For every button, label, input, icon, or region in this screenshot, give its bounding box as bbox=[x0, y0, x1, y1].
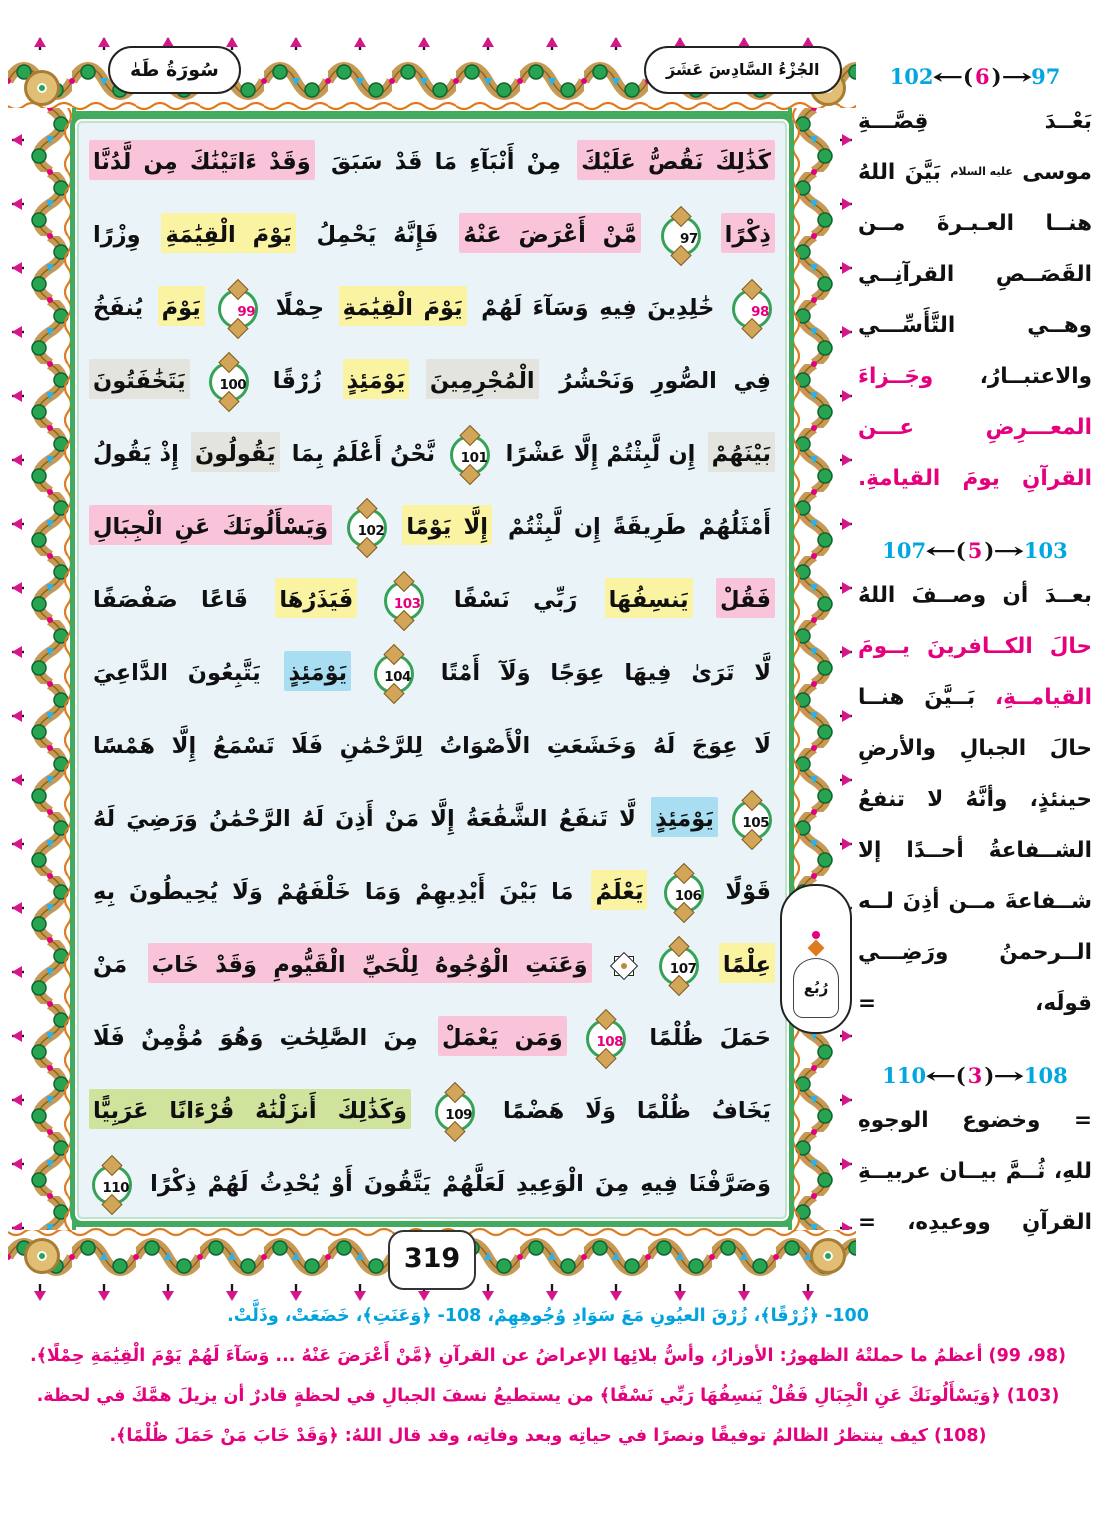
verse-number: 108 bbox=[596, 1033, 624, 1050]
range-end-number: 107 bbox=[882, 537, 927, 563]
commentary-line bbox=[858, 672, 1092, 723]
paren: ( bbox=[963, 63, 973, 89]
right-arrow-icon: → bbox=[993, 537, 1025, 563]
quran-line bbox=[89, 929, 775, 1002]
verse-number: 101 bbox=[460, 449, 488, 466]
commentary-line bbox=[858, 1197, 1092, 1248]
quran-frame bbox=[8, 34, 856, 1304]
verse-text: مَنْ bbox=[93, 952, 128, 978]
rub-label: رُبُع bbox=[793, 958, 839, 1018]
right-arrow-icon: → bbox=[993, 1062, 1025, 1088]
commentary-line bbox=[858, 402, 1092, 453]
commentary-text: بَيَّنَ اللهُ bbox=[858, 160, 951, 185]
verse-number: 104 bbox=[384, 668, 411, 685]
section-count: 5 bbox=[967, 537, 983, 563]
highlighted-verse-text: يَنسِفُهَا bbox=[605, 578, 693, 618]
commentary-line bbox=[858, 453, 1092, 504]
commentary-text: الــرحمنُ ورَضِـــي bbox=[858, 940, 1092, 965]
verse-range-header bbox=[858, 1055, 1092, 1095]
highlighted-verse-text: فَيَذَرُهَا bbox=[275, 578, 357, 618]
verse-text: أَمْثَلُهُمْ طَرِيقَةً إِن لَّبِثْتُمْ bbox=[508, 514, 771, 540]
commentary-line bbox=[858, 927, 1092, 978]
commentary-line bbox=[858, 978, 1092, 1029]
highlighted-verse-text: وَكَذَٰلِكَ أَنزَلْنَٰهُ قُرْءَانًا عَرَبِيًّا bbox=[89, 1089, 411, 1129]
surah-title-cartouche bbox=[108, 46, 241, 94]
highlighted-verse-text: يَوْمَئِذٍ bbox=[651, 797, 718, 837]
highlighted-verse-text: كَذَٰلِكَ نَقُصُّ عَلَيْكَ bbox=[577, 140, 775, 180]
highlighted-verse-text: يَوْمَئِذٍ bbox=[284, 651, 351, 691]
verse-medallion bbox=[659, 946, 699, 986]
commentary-line bbox=[858, 774, 1092, 825]
verse-medallion bbox=[664, 873, 704, 913]
verse-medallion bbox=[347, 508, 387, 548]
highlighted-verse-text: وَعَنَتِ الْوُجُوهُ لِلْحَيِّ الْقَيُّومِ وَقَدْ خَابَ bbox=[148, 943, 592, 983]
commentary-text: حينئذٍ، وأنَّهُ لا تنفعُ bbox=[858, 787, 1092, 812]
quran-line bbox=[89, 199, 775, 272]
verse-text: لَّا تَنفَعُ الشَّفَٰعَةُ إِلَّا مَنْ أَذِنَ لَهُ الرَّحْمَٰنُ وَرَضِيَ لَهُ bbox=[93, 806, 636, 832]
juz-title-cartouche bbox=[644, 46, 842, 94]
verse-number: 105 bbox=[742, 814, 769, 831]
commentary-text: شــفاعةَ مــن أذِنَ لــه bbox=[858, 889, 1092, 914]
highlighted-verse-text: يَقُولُونَ bbox=[191, 432, 280, 472]
commentary-line bbox=[858, 570, 1092, 621]
quran-line bbox=[89, 783, 775, 856]
commentary-text: القَصَــصِ القرآنِــي bbox=[858, 262, 1092, 287]
highlighted-verse-text: ذِكْرًا bbox=[721, 213, 775, 253]
paren: ) bbox=[984, 1062, 995, 1088]
verse-text: لَّا تَرَىٰ فِيهَا عِوَجًا وَلَآ أَمْتًا bbox=[440, 660, 771, 686]
left-arrow-icon: ← bbox=[932, 63, 965, 89]
verse-text: فِي الصُّورِ وَنَحْشُرُ bbox=[559, 368, 771, 394]
commentary-text: وهــي التَّأَسِّـــي bbox=[858, 313, 1092, 338]
highlighted-verse-text: يَعْلَمُ bbox=[591, 870, 647, 910]
verse-number: 98 bbox=[751, 303, 769, 320]
verse-text: حِمْلًا bbox=[275, 295, 325, 321]
footnotes-block bbox=[0, 1296, 1096, 1456]
verse-text: إِذْ يَقُولُ bbox=[93, 441, 179, 467]
verse-text: نَّحْنُ أَعْلَمُ بِمَا bbox=[291, 441, 436, 467]
quran-text-area bbox=[70, 114, 794, 1226]
verse-medallion bbox=[209, 362, 249, 402]
verse-text: يَتَّبِعُونَ الدَّاعِيَ bbox=[93, 660, 261, 686]
quran-line bbox=[89, 1075, 775, 1148]
commentary-text: موسى bbox=[1012, 160, 1092, 185]
quran-line bbox=[89, 272, 775, 345]
verse-text: مَا بَيْنَ أَيْدِيهِمْ وَمَا خَلْفَهُمْ وَلَا يُحِيطُونَ بِهِ bbox=[93, 879, 574, 905]
left-arrow-icon: ← bbox=[925, 1062, 957, 1088]
commentary-line bbox=[858, 1146, 1092, 1197]
commentary-line bbox=[858, 1095, 1092, 1146]
verse-medallion bbox=[92, 1165, 132, 1205]
verse-text: يُنفَخُ bbox=[93, 295, 144, 321]
corner-rosette bbox=[24, 70, 60, 106]
corner-rosette bbox=[24, 1238, 60, 1274]
section-count: 6 bbox=[974, 63, 990, 89]
verse-number: 103 bbox=[393, 595, 421, 612]
commentary-section bbox=[858, 1055, 1092, 1248]
verse-number: 107 bbox=[669, 960, 697, 977]
highlighted-verse-text: يَوْمَ الْقِيَٰمَةِ bbox=[161, 213, 295, 253]
verse-text: مِنَ الصَّٰلِحَٰتِ وَهُوَ مُؤْمِنٌ فَلَا bbox=[93, 1025, 418, 1051]
commentary-line bbox=[858, 825, 1092, 876]
right-arrow-icon: → bbox=[1000, 63, 1033, 89]
verse-medallion bbox=[450, 435, 490, 475]
range-end-number: 110 bbox=[882, 1062, 927, 1088]
commentary-text: بَــيَّنَ هنــا bbox=[858, 685, 996, 710]
commentary-line bbox=[858, 723, 1092, 774]
verse-medallion bbox=[661, 216, 701, 256]
commentary-text: الشــفاعةُ أحــدًا إلا bbox=[858, 838, 1092, 863]
range-start-number: 97 bbox=[1031, 63, 1061, 89]
verse-medallion bbox=[732, 800, 772, 840]
verse-text: لَا عِوَجَ لَهُ وَخَشَعَتِ الْأَصْوَاتُ لِلرَّحْمَٰنِ فَلَا تَسْمَعُ إِلَّا هَمْسًا bbox=[93, 733, 771, 759]
verse-text: رَبِّي نَسْفًا bbox=[453, 587, 578, 613]
commentary-text: والاعتبــارُ، bbox=[933, 364, 1092, 389]
hizb-star-icon bbox=[611, 953, 637, 979]
quran-lines bbox=[89, 126, 775, 1221]
commentary-line bbox=[858, 96, 1092, 147]
commentary-section bbox=[858, 56, 1092, 504]
commentary-text: بَعْــدَ قِصَّـــةِ bbox=[858, 109, 1092, 134]
verse-text: مِنْ أَنْبَآءِ مَا قَدْ سَبَقَ bbox=[330, 149, 561, 175]
commentary-text: هنــا العـبـرةَ مــن bbox=[858, 211, 1092, 236]
commentary-line bbox=[858, 351, 1092, 402]
paren: ( bbox=[955, 1062, 966, 1088]
commentary-column bbox=[858, 56, 1092, 1274]
commentary-text: بعــدَ أن وصــفَ اللهُ bbox=[858, 583, 1092, 608]
verse-number: 100 bbox=[219, 376, 247, 393]
commentary-line bbox=[858, 147, 1092, 198]
footnote-line: (108) كيف ينتظرُ الظالمُ توفيقًا ونصرًا في حياتِه وبعد وفاتِه، وقد قال اللهُ: ﴿وَقَدْ خَابَ مَنْ حَمَلَ ظُلْمًا﴾. bbox=[109, 1426, 987, 1446]
quran-line bbox=[89, 345, 775, 418]
verse-medallion bbox=[384, 581, 424, 621]
commentary-text: حالَ الكــافرينَ يــومَ bbox=[858, 634, 1092, 659]
verse-medallion bbox=[374, 654, 414, 694]
commentary-text: القرآنِ يومَ القيامةِ. bbox=[858, 466, 1092, 491]
frame-border-right-ornament bbox=[788, 108, 856, 1230]
verse-text: حَمَلَ ظُلْمًا bbox=[649, 1025, 771, 1051]
highlighted-verse-text: بَيْنَهُمْ bbox=[708, 432, 775, 472]
commentary-line bbox=[858, 876, 1092, 927]
quran-line bbox=[89, 418, 775, 491]
verse-medallion bbox=[435, 1092, 475, 1132]
verse-text: وَصَرَّفْنَا فِيهِ مِنَ الْوَعِيدِ لَعَلَّهُمْ يَتَّقُونَ أَوْ يُحْدِثُ لَهُمْ ذِكْرًا bbox=[150, 1171, 772, 1197]
highlighted-verse-text: يَوْمَ bbox=[158, 286, 205, 326]
range-start-number: 108 bbox=[1023, 1062, 1068, 1088]
commentary-text: قولَه، = bbox=[858, 991, 1092, 1016]
verse-text: قَاعًا صَفْصَفًا bbox=[93, 587, 249, 613]
range-start-number: 103 bbox=[1023, 537, 1068, 563]
verse-text: وِزْرًا bbox=[93, 222, 141, 248]
highlighted-verse-text: وَقَدْ ءَاتَيْنَٰكَ مِن لَّدُنَّا bbox=[89, 140, 315, 180]
highlighted-verse-text: وَمَن يَعْمَلْ bbox=[438, 1016, 567, 1056]
quran-line bbox=[89, 564, 775, 637]
verse-text: زُرْقًا bbox=[272, 368, 322, 394]
highlighted-verse-text: إِلَّا يَوْمًا bbox=[402, 505, 492, 545]
quran-line bbox=[89, 710, 775, 783]
quran-line bbox=[89, 126, 775, 199]
verse-medallion bbox=[218, 289, 258, 329]
verse-text: خَٰلِدِينَ فِيهِ وَسَآءَ لَهُمْ bbox=[481, 295, 715, 321]
commentary-text: المعـــرِضِ عـــن bbox=[858, 415, 1092, 440]
footnote-line: (103) ﴿وَيَسْأَلُونَكَ عَنِ الْجِبَالِ فَقُلْ يَنسِفُهَا رَبِّي نَسْفًا﴾ من يستطيعُ نسفَ الجبالِ في لحظةٍ قادرٌ أن يزيلَ همَّكَ في لحظة. bbox=[36, 1386, 1060, 1406]
surah-title: سُورَةُ طَهٰ bbox=[130, 59, 219, 81]
highlighted-verse-text: يَوْمَئِذٍ bbox=[343, 359, 410, 399]
verse-number: 102 bbox=[357, 522, 385, 539]
verse-range-header bbox=[858, 56, 1092, 96]
paren: ) bbox=[984, 537, 995, 563]
hizb-star-center bbox=[621, 963, 627, 969]
commentary-text: عليه السلام bbox=[950, 165, 1013, 178]
verse-text: يَخَافُ ظُلْمًا وَلَا هَضْمًا bbox=[502, 1098, 771, 1124]
footnote-line: (98، 99) أعظمُ ما حملتْهُ الظهورُ: الأوزارُ، وأسُّ بلائِها الإعراضُ عن القرآنِ ﴿مَّنْ أَعْرَضَ عَنْهُ ... وَسَآءَ لَهُمْ يَوْمَ الْقِيَٰمَةِ حِمْلًا﴾. bbox=[29, 1346, 1067, 1366]
page-number: 319 bbox=[388, 1230, 476, 1290]
verse-medallion bbox=[732, 289, 772, 329]
verse-text: فَإِنَّهُ يَحْمِلُ bbox=[316, 222, 439, 248]
quran-line bbox=[89, 637, 775, 710]
commentary-text: وجَــزاءَ bbox=[858, 364, 934, 389]
verse-number: 110 bbox=[102, 1179, 129, 1196]
highlighted-verse-text: وَيَسْأَلُونَكَ عَنِ الْجِبَالِ bbox=[89, 505, 332, 545]
verse-text: قَوْلًا bbox=[725, 879, 771, 905]
juz-title: الجُزْءُ السَّادِسَ عَشَرَ bbox=[666, 60, 820, 79]
commentary-text: للهِ، ثُــمَّ بيــان عربيــةِ bbox=[858, 1159, 1092, 1184]
quran-line bbox=[89, 856, 775, 929]
commentary-text: القيامــةِ، bbox=[995, 685, 1092, 710]
rub-marker bbox=[780, 884, 852, 1034]
verse-range-header bbox=[858, 530, 1092, 570]
rub-ornament-diamond bbox=[808, 940, 825, 957]
verse-number: 109 bbox=[445, 1106, 472, 1123]
paren: ( bbox=[955, 537, 966, 563]
left-arrow-icon: ← bbox=[925, 537, 957, 563]
corner-rosette bbox=[810, 1238, 846, 1274]
verse-number: 106 bbox=[674, 887, 702, 904]
highlighted-verse-text: الْمُجْرِمِينَ bbox=[426, 359, 539, 399]
verse-number: 99 bbox=[237, 303, 256, 320]
section-count: 3 bbox=[967, 1062, 983, 1088]
footnote-line: 100- ﴿زُرْقًا﴾، زُرْقَ العيُونِ مَعَ سَوَادِ وُجُوهِهِمْ، 108- ﴿وَعَنَتِ﴾، خَضَعَتْ، وذَلَّتْ. bbox=[227, 1306, 869, 1326]
range-end-number: 102 bbox=[889, 63, 934, 89]
highlighted-verse-text: عِلْمًا bbox=[719, 943, 775, 983]
rub-ornament-dot bbox=[812, 931, 820, 939]
quran-line bbox=[89, 1002, 775, 1075]
commentary-text: حالَ الجبالِ والأرضِ bbox=[858, 736, 1092, 761]
commentary-text: = وخضوع الوجوهِ bbox=[858, 1108, 1092, 1133]
highlighted-verse-text: يَتَخَٰفَتُونَ bbox=[89, 359, 190, 399]
highlighted-verse-text: فَقُلْ bbox=[716, 578, 775, 618]
highlighted-verse-text: يَوْمَ الْقِيَٰمَةِ bbox=[339, 286, 467, 326]
commentary-line bbox=[858, 198, 1092, 249]
commentary-line bbox=[858, 621, 1092, 672]
paren: ) bbox=[991, 63, 1002, 89]
commentary-section bbox=[858, 530, 1092, 1029]
commentary-line bbox=[858, 249, 1092, 300]
commentary-line bbox=[858, 300, 1092, 351]
quran-line bbox=[89, 1148, 775, 1221]
verse-number: 97 bbox=[679, 230, 698, 247]
quran-line bbox=[89, 491, 775, 564]
verse-text: إِن لَّبِثْتُمْ إِلَّا عَشْرًا bbox=[505, 441, 696, 467]
frame-border-left-ornament bbox=[8, 108, 76, 1230]
commentary-text: القرآنِ ووعيدِه، = bbox=[858, 1210, 1092, 1235]
verse-medallion bbox=[586, 1019, 626, 1059]
highlighted-verse-text: مَّنْ أَعْرَضَ عَنْهُ bbox=[459, 213, 640, 253]
